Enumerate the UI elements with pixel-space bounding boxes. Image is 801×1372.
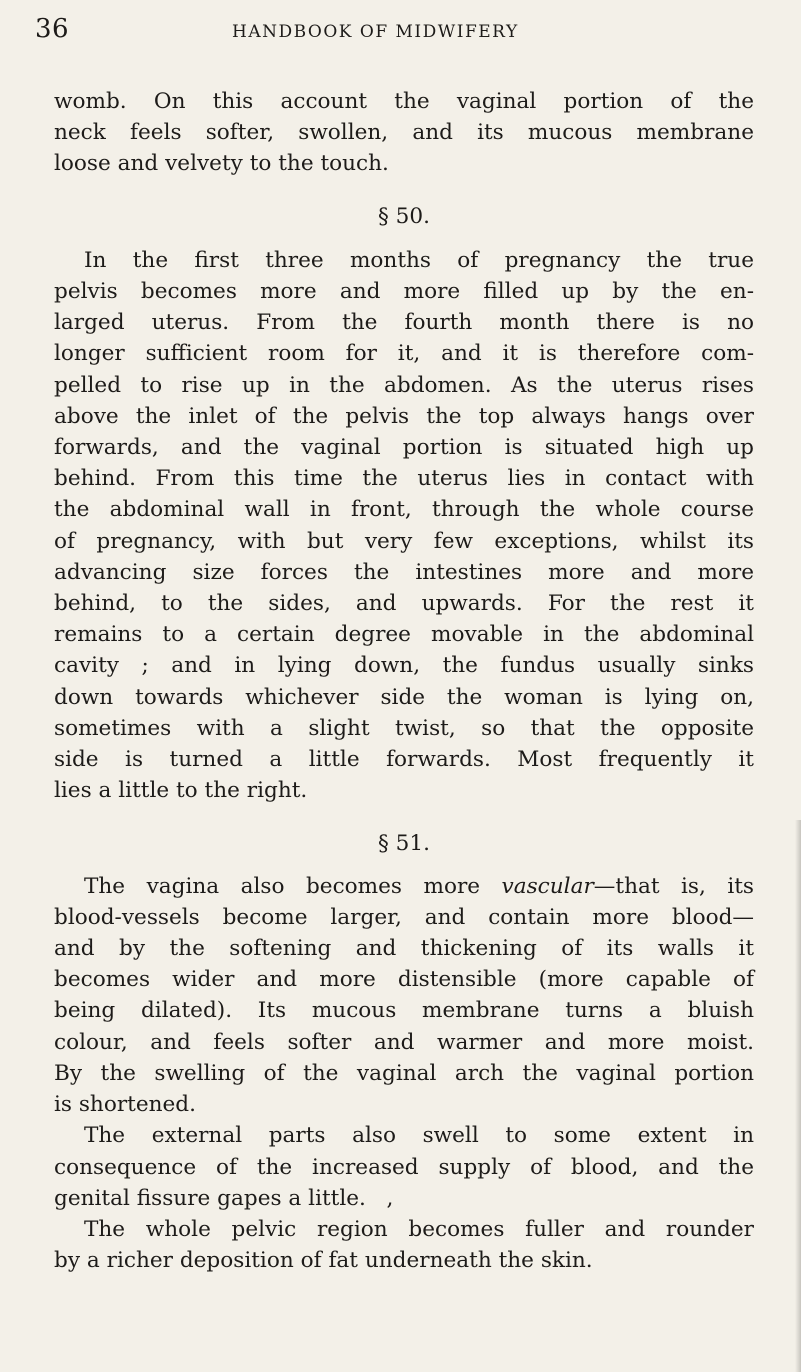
page-header (0, 14, 801, 50)
text-line: advancing size forces the intestines more and more (54, 559, 754, 585)
text-line: womb. On this account the vaginal portion of the (54, 89, 754, 114)
text-line: larged uterus. From the fourth month there is no (54, 310, 754, 336)
text-line: pelled to rise up in the abdomen. As the uterus rises (54, 372, 754, 398)
text-line: By the swelling of the vaginal arch the vaginal portion (54, 1060, 754, 1086)
text-line: behind, to the sides, and upwards. For the rest it (54, 591, 754, 617)
text-line: remains to a certain degree movable in the abdominal (54, 622, 754, 648)
text-line: The external parts also swell to some extent in (84, 1123, 754, 1149)
text-line: side is turned a little forwards. Most frequently it (54, 747, 754, 773)
text-line: pelvis becomes more and more filled up by the en- (54, 279, 754, 305)
text-run: The vagina also becomes more (84, 873, 502, 899)
text-line: being dilated). Its mucous membrane turns a bluish (54, 998, 754, 1024)
text-line: behind. From this time the uterus lies in contact with (54, 466, 754, 492)
text-line: above the inlet of the pelvis the top always hangs over (54, 403, 754, 429)
text-line: sometimes with a slight twist, so that the opposite (54, 715, 754, 741)
text-line: is shortened. (54, 1092, 196, 1118)
text-line: loose and velvety to the touch. (54, 151, 389, 177)
text-line: by a richer deposition of fat underneath the skin. (54, 1248, 593, 1274)
page-number: 36 (35, 14, 70, 44)
page-edge-shadow (795, 820, 801, 1372)
text-line: genital fissure gapes a little. , (54, 1185, 394, 1211)
text-line: lies a little to the right. (54, 778, 308, 804)
text-line: becomes wider and more distensible (more capable of (54, 967, 754, 993)
text-line: of pregnancy, with but very few exceptions, whilst its (54, 528, 754, 554)
emphasis-vascular: vascular (501, 873, 594, 899)
text-line: forwards, and the vaginal portion is situated high up (54, 435, 754, 461)
section-heading-51: § 51. (377, 831, 430, 857)
text-line: neck feels softer, swollen, and its mucous membrane (54, 120, 754, 146)
text-line: down towards whichever side the woman is lying on, (54, 684, 754, 710)
text-line: and by the softening and thickening of its walls it (54, 936, 754, 962)
running-head: HANDBOOK OF MIDWIFERY (232, 22, 519, 42)
text-line: the abdominal wall in front, through the whole course (54, 497, 754, 523)
text-line: cavity ; and in lying down, the fundus usually sinks (54, 653, 754, 679)
body-text (54, 86, 754, 1276)
text-line (54, 871, 754, 902)
text-line: In the first three months of pregnancy the true (84, 247, 754, 273)
text-run: —that is, its (593, 873, 754, 899)
text-line: longer sufficient room for it, and it is therefore com- (54, 341, 754, 367)
text-line: blood-vessels become larger, and contain more blood— (54, 904, 754, 930)
text-line: consequence of the increased supply of blood, and the (54, 1154, 754, 1180)
text-line: The whole pelvic region becomes fuller and rounder (84, 1216, 754, 1242)
section-heading-50: § 50. (377, 203, 430, 229)
text-line: colour, and feels softer and warmer and more moist. (54, 1029, 754, 1055)
